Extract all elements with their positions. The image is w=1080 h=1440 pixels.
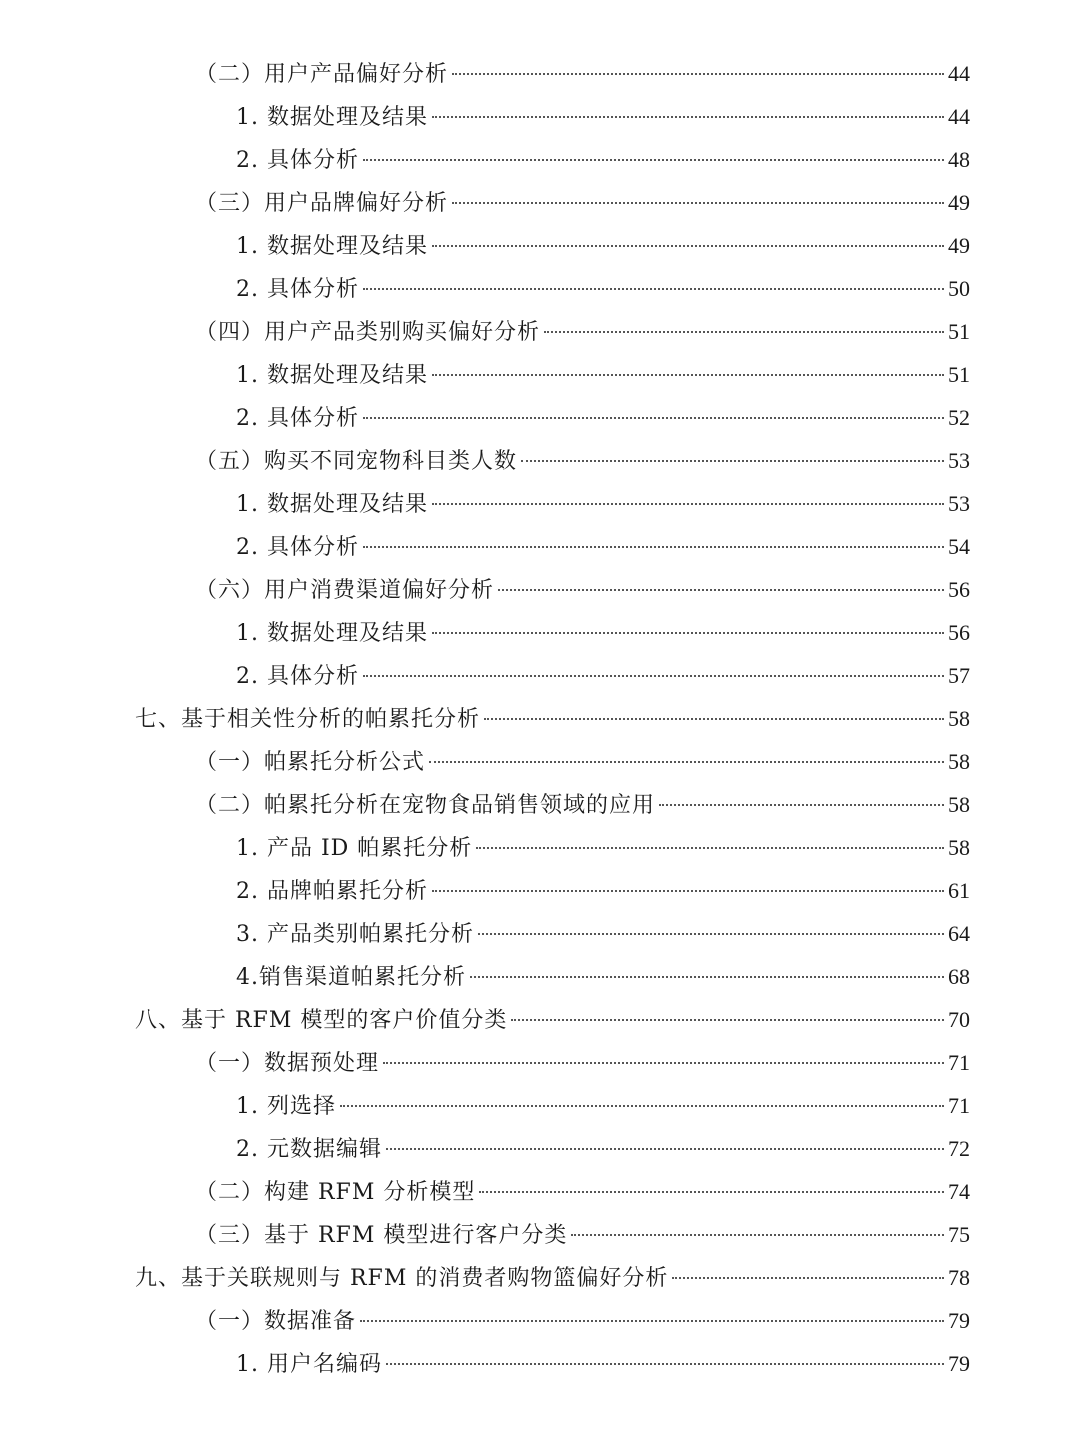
toc-entry[interactable] [0,1170,1080,1213]
toc-entry[interactable] [0,439,1080,482]
toc-entry-title: 2. 元数据编辑 [236,1137,382,1162]
toc-dot-leader [432,374,944,376]
toc-page-number: 78 [948,1265,970,1290]
toc-entry-title: 1. 列选择 [236,1094,336,1119]
toc-page-number: 51 [948,362,970,387]
toc-page-number: 53 [948,448,970,473]
toc-entry[interactable] [0,740,1080,783]
toc-entry-title: （一）数据预处理 [195,1051,380,1076]
toc-entry[interactable] [0,955,1080,998]
toc-dot-leader [672,1277,944,1279]
toc-entry-title: （五）购买不同宠物科目类人数 [195,449,518,474]
toc-entry[interactable] [0,654,1080,697]
toc-dot-leader [571,1234,944,1236]
toc-page-number: 58 [948,835,970,860]
toc-page-number: 57 [948,663,970,688]
toc-entry-title: （二）帕累托分析在宠物食品销售领域的应用 [195,793,656,818]
toc-entry-title: 2. 具体分析 [236,535,359,560]
toc-dot-leader [511,1019,944,1021]
toc-dot-leader [363,675,944,677]
toc-entry[interactable] [0,1213,1080,1256]
toc-dot-leader [659,804,944,806]
toc-entry-title: （六）用户消费渠道偏好分析 [195,578,495,603]
toc-dot-leader [383,1062,944,1064]
toc-page-number: 72 [948,1136,970,1161]
toc-dot-leader [432,890,944,892]
toc-entry-title: 1. 数据处理及结果 [236,234,428,259]
toc-entry[interactable] [0,783,1080,826]
toc-dot-leader [544,331,944,333]
toc-entry-title: （三）用户品牌偏好分析 [195,191,449,216]
toc-entry-title: 2. 具体分析 [236,406,359,431]
toc-page-number: 44 [948,61,970,86]
toc-entry-title: 4.销售渠道帕累托分析 [236,965,466,990]
toc-page-number: 44 [948,104,970,129]
toc-entry[interactable] [0,1041,1080,1084]
toc-entry[interactable] [0,1299,1080,1342]
toc-entry-title: （二）构建 RFM 分析模型 [195,1180,476,1205]
toc-entry-title: 2. 具体分析 [236,664,359,689]
toc-entry[interactable] [0,1256,1080,1299]
toc-page-number: 70 [948,1007,970,1032]
toc-entry[interactable] [0,826,1080,869]
toc-entry[interactable] [0,353,1080,396]
toc-entry[interactable] [0,525,1080,568]
toc-entry-title: 1. 产品 ID 帕累托分析 [236,836,473,861]
table-of-contents [0,52,1080,1385]
toc-entry[interactable] [0,267,1080,310]
toc-page-number: 52 [948,405,970,430]
toc-dot-leader [363,546,944,548]
toc-dot-leader [452,73,944,75]
toc-entry-title: 1. 数据处理及结果 [236,621,428,646]
toc-entry[interactable] [0,138,1080,181]
toc-dot-leader [484,718,944,720]
toc-page-number: 74 [948,1179,970,1204]
toc-entry[interactable] [0,224,1080,267]
toc-dot-leader [470,976,944,978]
toc-page-number: 58 [948,706,970,731]
toc-entry[interactable] [0,912,1080,955]
toc-entry-title: 七、基于相关性分析的帕累托分析 [135,707,481,732]
toc-entry[interactable] [0,697,1080,740]
toc-entry[interactable] [0,482,1080,525]
toc-entry-title: 1. 数据处理及结果 [236,363,428,388]
toc-entry[interactable] [0,998,1080,1041]
toc-entry-title: 2. 具体分析 [236,148,359,173]
toc-dot-leader [521,460,944,462]
toc-entry[interactable] [0,611,1080,654]
toc-dot-leader [363,417,944,419]
toc-page-number: 56 [948,577,970,602]
toc-entry-title: 2. 具体分析 [236,277,359,302]
toc-dot-leader [432,632,944,634]
toc-entry[interactable] [0,869,1080,912]
toc-entry-title: （二）用户产品偏好分析 [195,62,449,87]
toc-entry[interactable] [0,181,1080,224]
toc-page-number: 51 [948,319,970,344]
toc-entry-title: 1. 用户名编码 [236,1352,382,1377]
toc-dot-leader [360,1320,944,1322]
toc-page-number: 54 [948,534,970,559]
toc-entry-title: 九、基于关联规则与 RFM 的消费者购物篮偏好分析 [135,1266,669,1291]
toc-page-number: 48 [948,147,970,172]
toc-entry[interactable] [0,310,1080,353]
toc-dot-leader [479,1191,944,1193]
toc-page-number: 49 [948,233,970,258]
toc-dot-leader [386,1363,944,1365]
toc-entry-title: 3. 产品类别帕累托分析 [236,922,474,947]
toc-page-number: 56 [948,620,970,645]
toc-entry[interactable] [0,1127,1080,1170]
toc-page-number: 64 [948,921,970,946]
toc-page-number: 68 [948,964,970,989]
toc-page-number: 79 [948,1351,970,1376]
toc-dot-leader [432,245,944,247]
toc-dot-leader [432,503,944,505]
toc-dot-leader [340,1105,944,1107]
toc-entry-title: （一）数据准备 [195,1309,357,1334]
toc-entry-title: 八、基于 RFM 模型的客户价值分类 [135,1008,508,1033]
toc-dot-leader [432,116,944,118]
toc-page-number: 61 [948,878,970,903]
toc-entry[interactable] [0,568,1080,611]
toc-entry-title: 1. 数据处理及结果 [236,492,428,517]
toc-page-number: 71 [948,1050,970,1075]
toc-dot-leader [476,847,944,849]
toc-entry[interactable] [0,95,1080,138]
toc-entry[interactable] [0,1342,1080,1385]
toc-dot-leader [452,202,944,204]
toc-dot-leader [386,1148,944,1150]
toc-entry-title: （四）用户产品类别购买偏好分析 [195,320,541,345]
toc-entry[interactable] [0,1084,1080,1127]
toc-dot-leader [429,761,944,763]
toc-dot-leader [363,288,944,290]
toc-dot-leader [498,589,944,591]
toc-entry[interactable] [0,52,1080,95]
toc-page-number: 58 [948,792,970,817]
toc-page-number: 79 [948,1308,970,1333]
toc-dot-leader [363,159,944,161]
toc-page-number: 50 [948,276,970,301]
toc-page-number: 53 [948,491,970,516]
toc-page-number: 58 [948,749,970,774]
toc-entry-title: （三）基于 RFM 模型进行客户分类 [195,1223,568,1248]
toc-page-number: 75 [948,1222,970,1247]
toc-dot-leader [478,933,944,935]
toc-page-number: 49 [948,190,970,215]
toc-entry[interactable] [0,396,1080,439]
toc-entry-title: 1. 数据处理及结果 [236,105,428,130]
toc-entry-title: （一）帕累托分析公式 [195,750,426,775]
toc-page-number: 71 [948,1093,970,1118]
toc-entry-title: 2. 品牌帕累托分析 [236,879,428,904]
